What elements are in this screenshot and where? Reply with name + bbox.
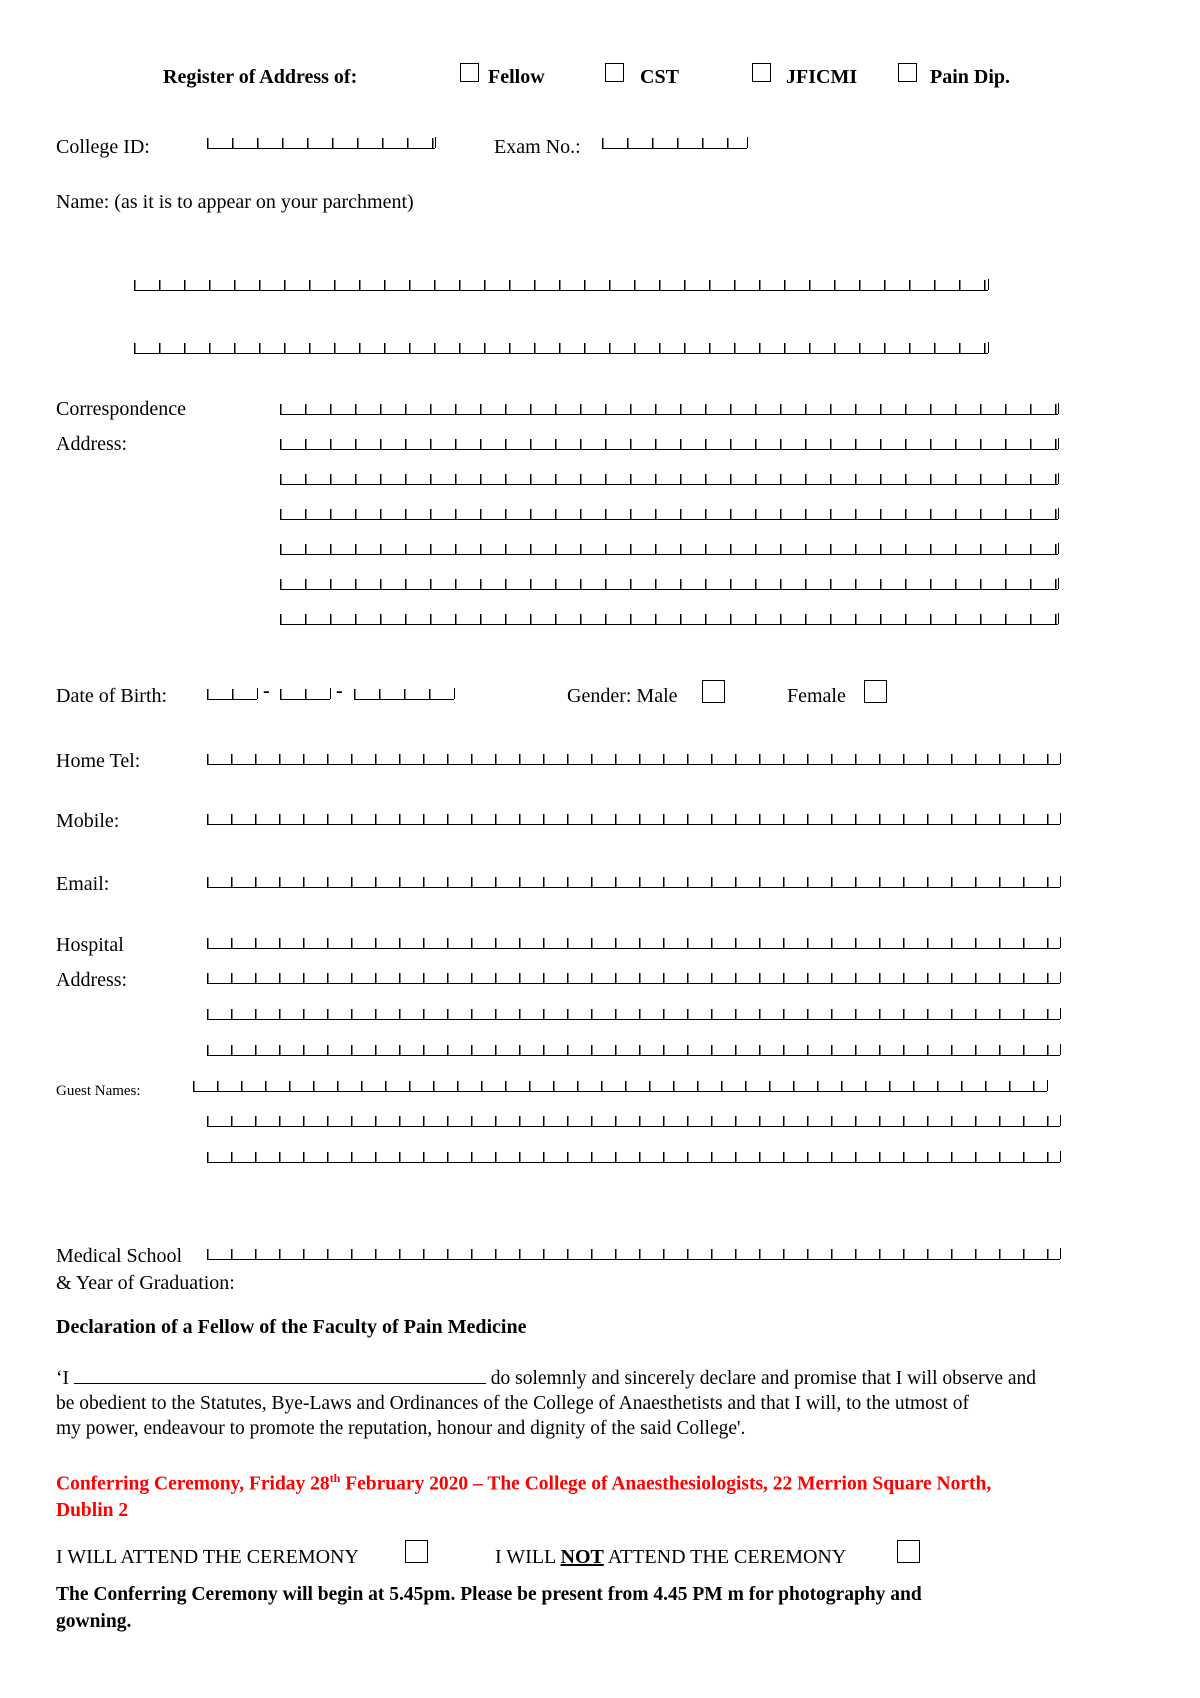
mobile-label: Mobile: (56, 810, 120, 832)
dob-month-field[interactable] (280, 689, 330, 700)
correspondence-label: Correspondence (56, 398, 186, 420)
declaration-text (56, 1365, 1146, 1441)
gender-female-checkbox[interactable] (864, 680, 887, 703)
home-tel-field[interactable] (207, 754, 1060, 765)
not-attend-emphasis: NOT (560, 1546, 604, 1568)
guest-names-line-1[interactable] (193, 1081, 1047, 1092)
correspondence-address-line-1[interactable] (280, 404, 1058, 415)
jficmi-label: JFICMI (786, 66, 858, 88)
ceremony-line-1-end: February 2020 – The College of Anaesthesiologists, 22 Merrion Square North, (340, 1473, 992, 1495)
fellow-checkbox[interactable] (460, 63, 479, 82)
pain-dip-checkbox[interactable] (898, 63, 917, 82)
attend-checkbox[interactable] (405, 1540, 428, 1563)
email-label: Email: (56, 873, 110, 895)
pain-dip-label: Pain Dip. (930, 66, 1011, 88)
declaration-line-1: do solemnly and sincerely declare and promise that I will observe and (490, 1368, 1037, 1389)
form-title: Register of Address of: (163, 66, 358, 88)
guest-names-label: Guest Names: (56, 1083, 141, 1099)
declaration-line-2: be obedient to the Statutes, Bye-Laws and Ordinances of the College of Anaesthetists and that I will, to the utmost of (56, 1393, 970, 1414)
ceremony-line-2: Dublin 2 (56, 1499, 129, 1521)
name-label: Name: (as it is to appear on your parchment) (56, 191, 414, 213)
guest-names-line-3[interactable] (207, 1152, 1060, 1163)
ceremony-notice-line-1: The Conferring Ceremony will begin at 5.45pm. Please be present from 4.45 PM m for photography and (56, 1584, 922, 1605)
dob-label: Date of Birth: (56, 685, 168, 707)
name-field-line-1[interactable] (134, 280, 988, 291)
ceremony-line-1-start: Conferring Ceremony, Friday 28 (56, 1473, 330, 1495)
cst-checkbox[interactable] (605, 63, 624, 82)
dob-year-field[interactable] (354, 689, 454, 700)
declaration-open-quote: ‘I (56, 1368, 69, 1389)
hospital-label: Hospital (56, 934, 124, 956)
correspondence-address-label: Address: (56, 433, 128, 455)
medical-school-label: Medical School (56, 1245, 183, 1267)
correspondence-address-line-5[interactable] (280, 544, 1058, 555)
college-id-label: College ID: (56, 136, 150, 158)
gender-female-label: Female (787, 685, 846, 707)
college-id-field[interactable] (207, 138, 435, 149)
correspondence-address-line-7[interactable] (280, 614, 1058, 625)
not-attend-checkbox[interactable] (897, 1540, 920, 1563)
dob-separator-2: - (336, 680, 343, 702)
graduation-year-label: & Year of Graduation: (56, 1272, 235, 1294)
correspondence-address-line-2[interactable] (280, 439, 1058, 450)
ceremony-notice-line-2: gowning. (56, 1611, 132, 1632)
not-attend-label (495, 1546, 846, 1569)
hospital-address-line-2[interactable] (207, 973, 1060, 984)
hospital-address-line-3[interactable] (207, 1009, 1060, 1020)
name-field-line-2[interactable] (134, 343, 988, 354)
hospital-address-line-1[interactable] (207, 938, 1060, 949)
not-attend-prefix: I WILL (495, 1546, 561, 1568)
exam-no-label: Exam No.: (494, 136, 581, 158)
jficmi-checkbox[interactable] (752, 63, 771, 82)
email-field[interactable] (207, 877, 1060, 888)
exam-no-field[interactable] (602, 138, 747, 149)
declaration-name-blank[interactable] (74, 1365, 486, 1384)
declaration-line-3: my power, endeavour to promote the reputation, honour and dignity of the said College'. (56, 1418, 746, 1439)
cst-label: CST (640, 66, 679, 88)
fellow-label: Fellow (488, 66, 545, 88)
dob-separator-1: - (263, 680, 270, 702)
correspondence-address-line-4[interactable] (280, 509, 1058, 520)
declaration-heading: Declaration of a Fellow of the Faculty of Pain Medicine (56, 1316, 527, 1338)
correspondence-address-line-3[interactable] (280, 474, 1058, 485)
ceremony-date-suffix: th (329, 1471, 341, 1485)
dob-day-field[interactable] (207, 689, 257, 700)
hospital-address-line-4[interactable] (207, 1045, 1060, 1056)
attend-label: I WILL ATTEND THE CEREMONY (56, 1546, 359, 1568)
hospital-address-label: Address: (56, 969, 128, 991)
ceremony-details (56, 1465, 1146, 1524)
guest-names-line-2[interactable] (207, 1116, 1060, 1127)
gender-label: Gender: Male (567, 685, 678, 707)
ceremony-notice (56, 1581, 1146, 1635)
correspondence-address-line-6[interactable] (280, 579, 1058, 590)
gender-male-checkbox[interactable] (702, 680, 725, 703)
mobile-field[interactable] (207, 814, 1060, 825)
home-tel-label: Home Tel: (56, 750, 141, 772)
not-attend-suffix: ATTEND THE CEREMONY (603, 1546, 847, 1568)
medical-school-field[interactable] (207, 1249, 1060, 1260)
